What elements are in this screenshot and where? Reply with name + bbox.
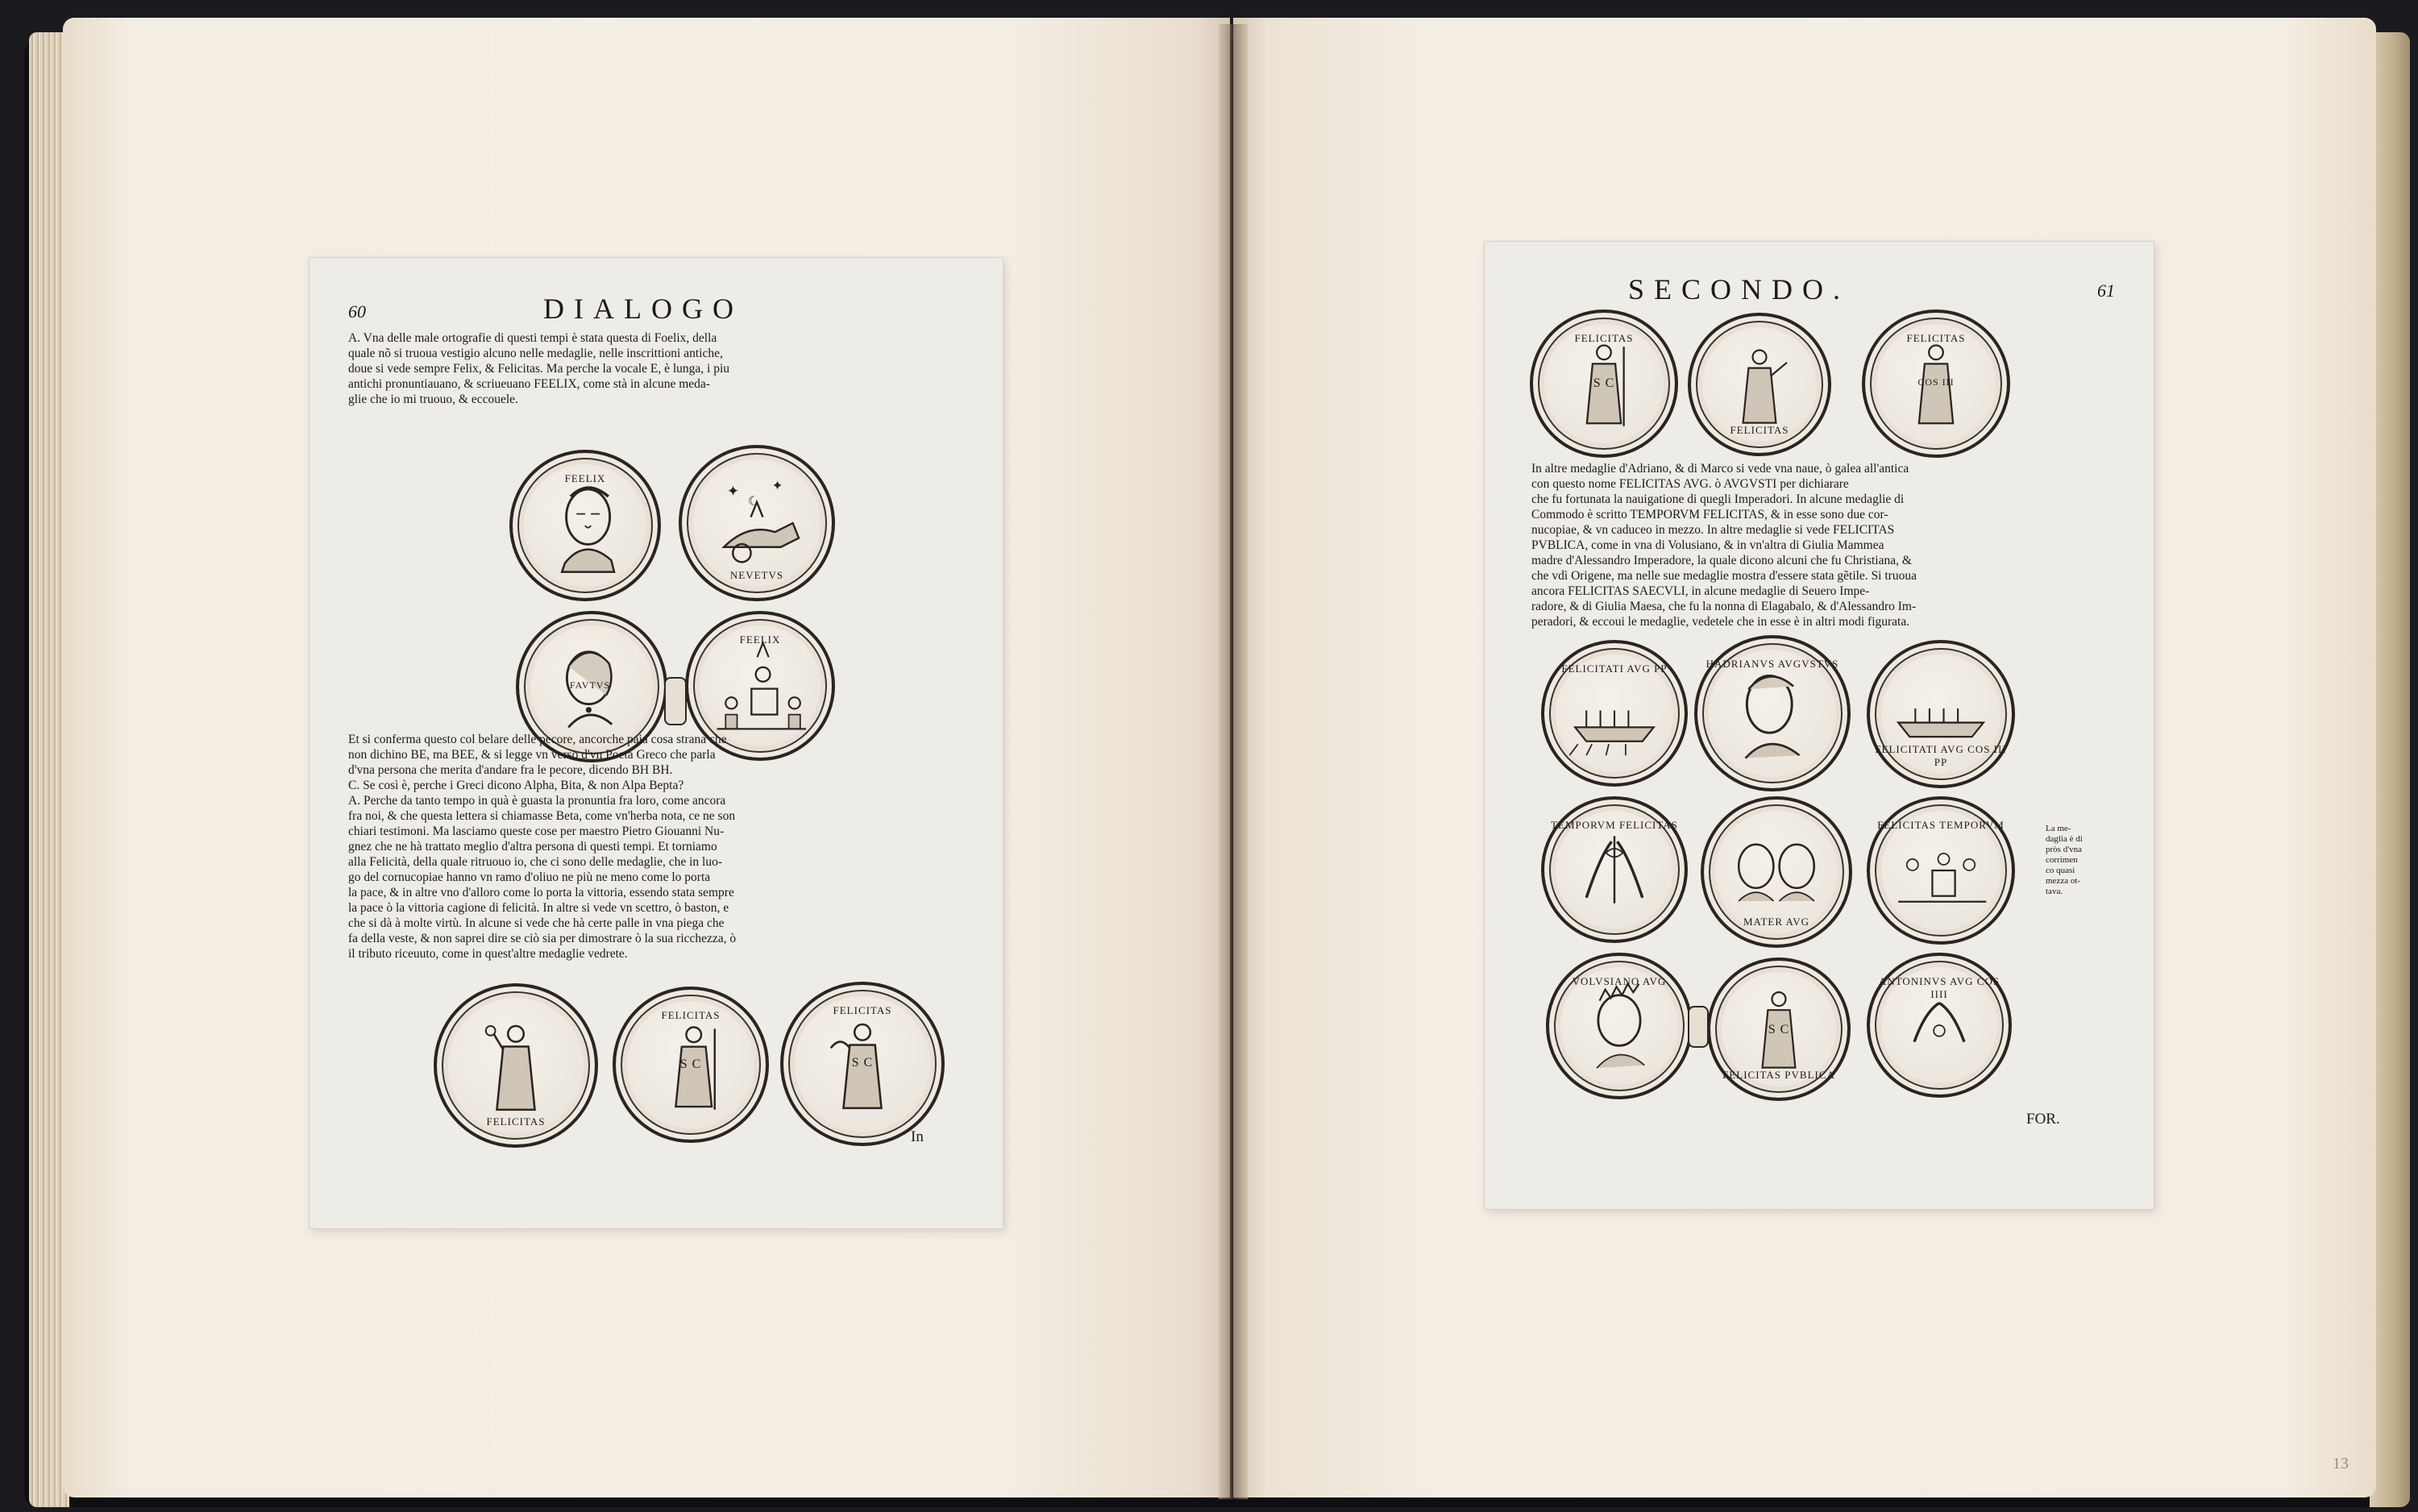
text-line: Et si conferma questo col belare delle pecore, ancorche paia cosa strana che: [348, 733, 727, 746]
coin-legend: HADRIANVS AVGVSTVS: [1705, 658, 1839, 670]
text-line: go del cornucopiae hanno vn ramo d'oliuo ne più ne meno come lo porta: [348, 870, 711, 884]
coin-legend: FEELIX: [564, 472, 606, 484]
coin-volusianus: [1546, 953, 1693, 1099]
text-line: ancora FELICITAS SAECVLI, in alcune medaglie di Seuero Impe-: [1531, 584, 1870, 598]
coin-cos-mark: COS III: [1917, 376, 1955, 388]
text-line: nucopiae, & vn caduceo in mezzo. In altre medaglie si vede FELICITAS: [1531, 523, 1895, 537]
marginal-note: [2046, 824, 2110, 897]
coin-link-ornament: [664, 677, 687, 725]
coin-row1-3: [1862, 309, 2010, 458]
text-line: che vdì Origene, ma nelle sue medaglie mostra d'essere stata gẽtile. Si truoua: [1531, 569, 1917, 583]
right-paragraph-1: [1531, 461, 2107, 629]
text-line: d'vna persona che merita d'andare fra le pecore, dicendo BH BH.: [348, 763, 673, 777]
right-catchword: FOR.: [2026, 1111, 2060, 1128]
coin-legend: FELICITAS: [1730, 424, 1789, 436]
coin-sc-mark: S C: [1593, 376, 1615, 391]
corner-mark: 13: [2333, 1455, 2349, 1473]
svg-text:✦: ✦: [771, 478, 783, 494]
text-line: A. Vna delle male ortografie di questi tempi è stata questa di Foelix, della: [348, 331, 717, 345]
text-line: PVBLICA, come in vna di Volusiano, & in vn'altra di Giulia Mammea: [1531, 538, 1884, 552]
coin-legend: FELICITAS TEMPORVM: [1877, 819, 2005, 831]
coin-legend: FELICITAS: [486, 1115, 546, 1128]
text-line: fra noi, & che questa lettera si chiamasse Beta, come vn'herba nota, ce ne son: [348, 809, 736, 823]
coin-sc-mark: S C: [851, 1056, 874, 1070]
text-line: alla Felicità, della quale ritruouo io, che ci sono delle medaglie, che in luo-: [348, 855, 722, 869]
text-line: In altre medaglie d'Adriano, & di Marco si vede vna naue, ò galea all'antica: [1531, 462, 1909, 476]
coin-legend: FELICITATI AVG COS III PP: [1875, 743, 2007, 768]
right-folio: 61: [2097, 280, 2115, 301]
left-printed-sheet: [310, 258, 1003, 1228]
text-line: il tributo riceuuto, come in quest'altre medaglie vedrete.: [348, 947, 628, 961]
coin-publica: [1707, 957, 1851, 1101]
coin-legend: MATER AVG: [1743, 916, 1810, 928]
coin-legend: FELICITAS: [1574, 332, 1634, 344]
book-gutter: [1219, 24, 1248, 1499]
svg-text:☾: ☾: [747, 495, 759, 509]
text-line: peradori, & eccoui le medaglie, vedetele che in esse è in altri modi figurata.: [1531, 615, 1910, 629]
text-line: C. Se così è, perche i Greci dicono Alpha, Bita, & non Alpa Bepta?: [348, 779, 684, 792]
coin-legend: FAVTVS: [569, 679, 611, 691]
text-line: chiari testimoni. Ma lasciamo queste cose per maestro Pietro Giouanni Nu-: [348, 825, 725, 838]
text-line: A. Perche da tanto tempo in quà è guasta la pronuntia fra loro, come ancora: [348, 794, 726, 808]
coin-felicitas-1: [434, 983, 598, 1148]
svg-text:✦: ✦: [726, 483, 740, 501]
left-running-head: [310, 258, 1003, 325]
marginal-note-line: pròs d'vna: [2046, 845, 2083, 854]
left-catchword: In: [911, 1128, 924, 1145]
coin-legend: VOLVSIANO AVG: [1572, 975, 1667, 987]
text-line: glie che io mi truouo, & eccouele.: [348, 393, 518, 406]
left-head-title: DIALOGO: [543, 293, 743, 325]
coin-cornucopiae: [1541, 796, 1688, 943]
coin-row1-2: [1688, 313, 1831, 456]
marginal-note-line: La me-: [2046, 824, 2071, 833]
text-line: la pace ò la vittoria cagione di felicità. In altre si vede vn scettro, ò baston, e: [348, 901, 729, 915]
text-line: madre d'Alessandro Imperadore, la quale dicono alcuni che fu Christiana, &: [1531, 554, 1912, 567]
coin-legend: FEELIX: [739, 633, 781, 646]
text-line: radore, & di Giulia Maesa, che fu la nonna di Elagabalo, & d'Alessandro Im-: [1531, 600, 1917, 613]
coin-row1-1: [1530, 309, 1678, 458]
coin-ship-2: [1867, 640, 2015, 788]
coin-sc-mark: S C: [1768, 1022, 1790, 1036]
marginal-note-line: corrimen: [2046, 855, 2078, 865]
text-line: fa della veste, & non saprei dire se ciò sia per dimostrare ò la sua ricchezza, ò: [348, 932, 737, 945]
coin-hadrian-portrait: [1694, 635, 1851, 791]
coin-legend: FELICITAS: [1906, 332, 1966, 344]
coin-legend: FELICITAS PVBLICA: [1722, 1069, 1835, 1081]
coin-legend: FELICITATI AVG PP: [1561, 663, 1668, 675]
left-paragraph-1: [348, 330, 929, 407]
coin-legend: TEMPORVM FELICITAS: [1551, 819, 1678, 831]
text-line: la pace, & in altre vno d'alloro come lo porta la vittoria, essendo stata sempre: [348, 886, 734, 899]
coin-mater-aug: [1701, 796, 1852, 948]
coin-legend: FELICITAS: [833, 1004, 892, 1016]
text-line: doue si vede sempre Felix, & Felicitas. Ma perche la vocale E, è lunga, i piu: [348, 362, 730, 376]
text-line: che fu fortunata la nauigatione di quegli Imperadori. In alcune medaglie di: [1531, 492, 1905, 506]
coin-felix-portrait: [509, 450, 661, 601]
text-line: Commodo è scritto TEMPORVM FELICITAS, & in esse sono due cor-: [1531, 508, 1888, 521]
coin-felicitas-3: [780, 982, 945, 1146]
text-line: antichi pronuntiauano, & scriueuano FEELIX, come stà in alcune meda-: [348, 377, 710, 391]
coin-sc-mark: S C: [679, 1057, 702, 1071]
coin-legend: ANTONINVS AVG COS IIII: [1878, 975, 2000, 1000]
coin-legend: FELICITAS: [661, 1009, 721, 1021]
marginal-note-line: co quasi: [2046, 866, 2075, 875]
right-head-title: SECONDO.: [1628, 273, 1851, 305]
text-line: con questo nome FELICITAS AVG. ò AVGVSTI per dichiarare: [1531, 477, 1849, 491]
coin-link-ornament: [1688, 1006, 1709, 1048]
right-printed-sheet: [1485, 242, 2154, 1209]
coin-ship-1: [1541, 640, 1688, 787]
coin-chariot: [679, 445, 835, 601]
marginal-note-line: daglia è di: [2046, 834, 2083, 844]
coin-legend: NEVETVS: [729, 569, 784, 581]
coin-felicitas-2: [613, 987, 769, 1143]
text-line: gnez che ne hà trattato meglio d'altra persona di questi tempi. Et torniamo: [348, 840, 717, 854]
coin-antoninus: [1867, 953, 2012, 1098]
coin-temporum: [1867, 796, 2015, 945]
text-line: che si dà à molte virtù. In alcune si vede che hà certe palle in vna piega che: [348, 916, 725, 930]
marginal-note-line: mezza ot-: [2046, 876, 2081, 886]
text-line: non dichino BE, ma BEE, & si legge vn verso d'vn Poeta Greco che parla: [348, 748, 716, 762]
text-line: quale nõ si truoua vestigio alcuno nelle medaglie, nelle inscrittioni antiche,: [348, 347, 723, 360]
left-paragraph-2: [348, 732, 954, 962]
left-folio: 60: [348, 301, 366, 322]
right-running-head: [1485, 242, 2154, 305]
marginal-note-line: tava.: [2046, 887, 2063, 896]
